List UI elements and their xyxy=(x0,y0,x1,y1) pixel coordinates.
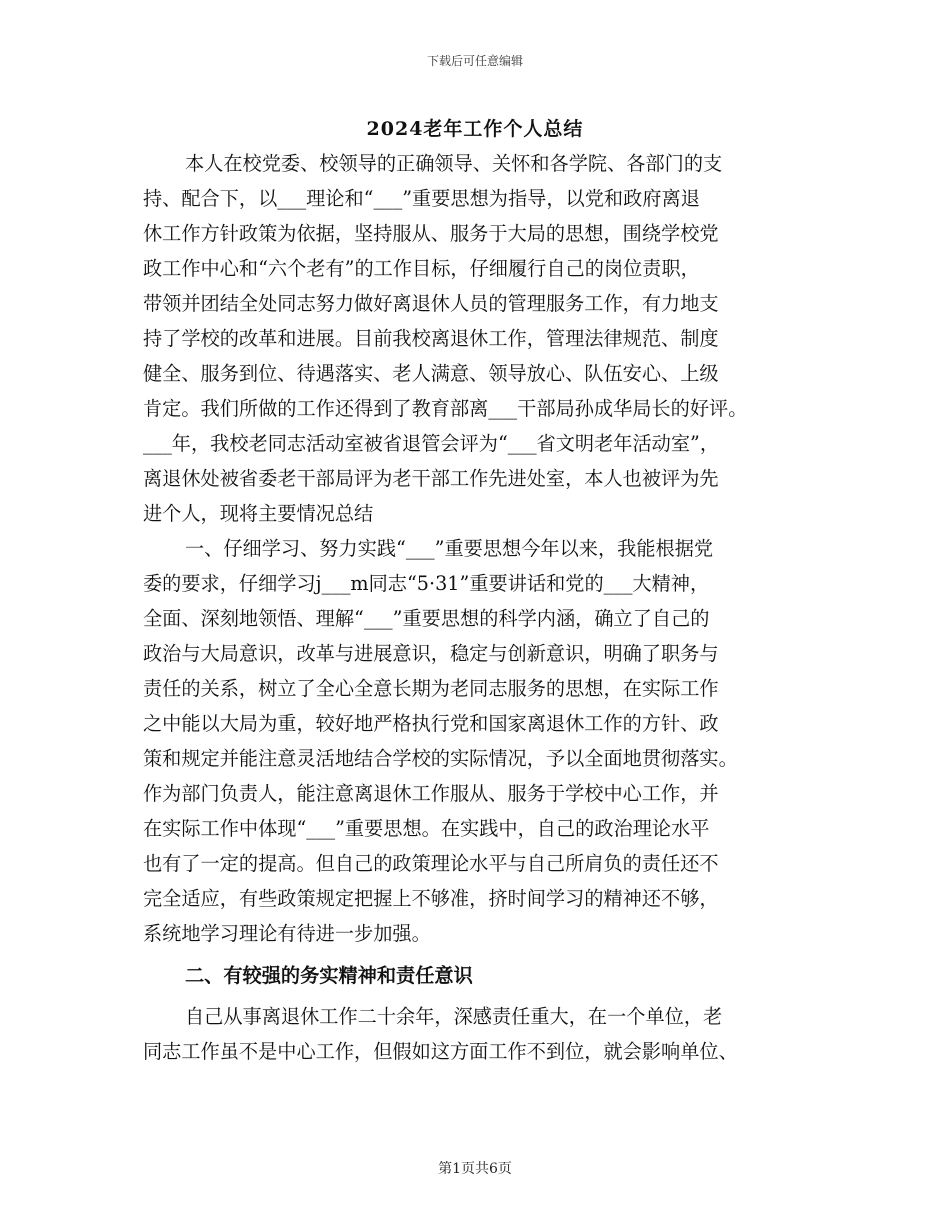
section-one-first-line: 一、仔细学习、努力实践“___”重要思想今年以来，我能根据党 xyxy=(185,537,714,560)
body-line: 肯定。我们所做的工作还得到了教育部离___干部局孙成华局长的好评。 xyxy=(143,397,748,420)
body-line: 带领并团结全处同志努力做好离退休人员的管理服务工作，有力地支 xyxy=(143,292,719,315)
body-line: 策和规定并能注意灵活地结合学校的实际情况，予以全面地贯彻落实。 xyxy=(143,747,738,770)
body-line: 持了学校的改革和进展。目前我校离退休工作，管理法律规范、制度 xyxy=(143,327,719,350)
body-line: 休工作方针政策为依据，坚持服从、服务于大局的思想，围绕学校党 xyxy=(143,222,719,245)
edit-note: 下载后可任意编辑 xyxy=(426,54,523,68)
body-line: 之中能以大局为重，较好地严格执行党和国家离退休工作的方针、政 xyxy=(143,712,719,735)
page-number: 第1页共6页 xyxy=(438,1161,512,1177)
body-line: 本人在校党委、校领导的正确领导、关怀和各学院、各部门的支 xyxy=(185,152,723,175)
body-line: 委的要求，仔细学习j___m同志“5·31”重要讲话和党的___大精神， xyxy=(143,572,710,595)
body-line: 持、配合下，以___理论和“___”重要思想为指导，以党和政府离退 xyxy=(143,187,700,210)
body-line: 进个人，现将主要情况总结 xyxy=(143,502,374,525)
body-line: 政工作中心和“六个老有”的工作目标，仔细履行自己的岗位责职， xyxy=(143,257,700,280)
body-line: 完全适应，有些政策规定把握上不够准，挤时间学习的精神还不够， xyxy=(143,887,719,910)
body-line: ___年，我校老同志活动室被省退管会评为“___省文明老年活动室”， xyxy=(143,432,720,455)
body-line: 系统地学习理论有待进一步加强。 xyxy=(143,922,431,945)
body-line: 健全、服务到位、待遇落实、老人满意、领导放心、队伍安心、上级 xyxy=(143,362,719,385)
section-two-heading: 二、有较强的务实精神和责任意识 xyxy=(185,964,473,987)
body-line: 责任的关系，树立了全心全意长期为老同志服务的思想，在实际工作 xyxy=(143,677,719,700)
document-title: 2024老年工作个人总结 xyxy=(366,118,584,140)
body-line: 在实际工作中体现“___”重要思想。在实践中，自己的政治理论水平 xyxy=(143,817,710,840)
body-line: 作为部门负责人，能注意离退休工作服从、服务于学校中心工作，并 xyxy=(143,782,719,805)
body-line: 也有了一定的提高。但自己的政策理论水平与自己所肩负的责任还不 xyxy=(143,852,719,875)
body-line: 全面、深刻地领悟、理解“___”重要思想的科学内涵，确立了自己的 xyxy=(143,607,710,630)
body-line: 离退休处被省委老干部局评为老干部工作先进处室，本人也被评为先 xyxy=(143,467,719,490)
body-line: 政治与大局意识，改革与进展意识，稳定与创新意识，明确了职务与 xyxy=(143,642,719,665)
body-line: 同志工作虽不是中心工作，但假如这方面工作不到位，就会影响单位、 xyxy=(143,1040,738,1063)
body-line: 自己从事离退休工作二十余年，深感责任重大，在一个单位，老 xyxy=(185,1005,723,1028)
